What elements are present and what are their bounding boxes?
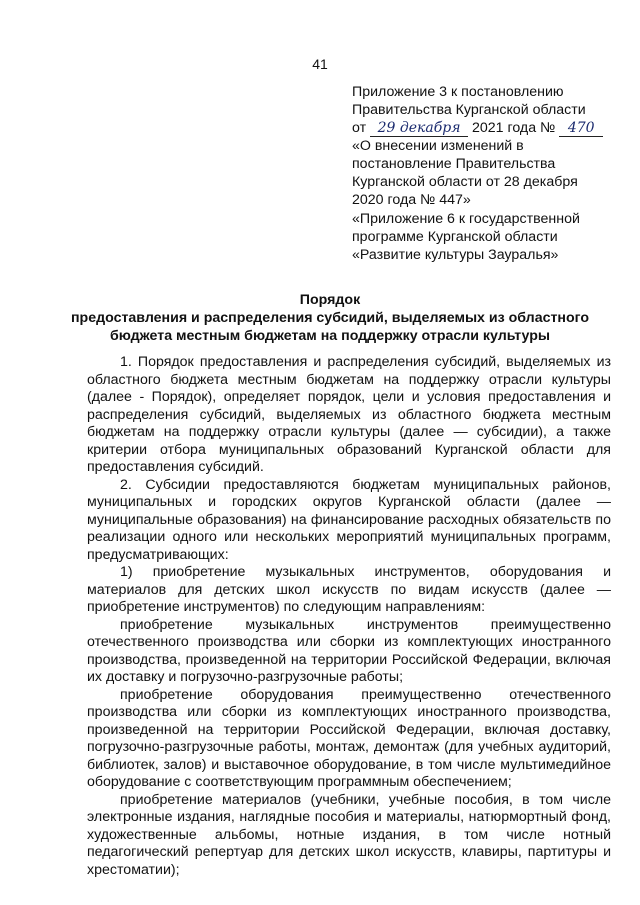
page-number: 41	[312, 56, 328, 72]
body-text	[87, 354, 611, 879]
paragraph-equipment: приобретение оборудования преимущественно отечественного производства или сборки из комплектующих иностранного производства, произведенной на территории Российской Федерации, включая доставку, погрузочно-разгрузочные работы, монтаж, демонтаж (для учебных аудиторий, библиотек, залов) и выставочное оборудование, в том числе мультимедийное оборудование с соответствующим программным обеспечением;	[87, 686, 611, 790]
document-title	[70, 291, 590, 345]
appendix-line: 2020 года № 447»	[352, 192, 471, 208]
appendix-line: Правительства Курганской области	[352, 102, 586, 118]
appendix-header	[352, 83, 622, 209]
program-appendix-line: программе Курганской области	[352, 229, 558, 245]
program-appendix-line: «Развитие культуры Зауралья»	[352, 247, 559, 263]
paragraph-2: 2. Субсидии предоставляются бюджетам муниципальных районов, муниципальных и городских округов Курганской области (далее — муниципальные образования) на финансирование расходных обязательств по реализации одного или нескольких мероприятий муниципальных программ, предусматривающих:	[87, 476, 611, 563]
paragraph-item-1: 1) приобретение музыкальных инструментов, оборудования и материалов для детских школ искусств по видам искусств (далее — приобретение инструментов) по следующим направлениям:	[87, 564, 611, 615]
appendix-line: постановление Правительства	[352, 156, 556, 172]
from-label: от	[352, 120, 367, 136]
appendix-line: «О внесении изменений в	[352, 138, 524, 154]
appendix-line: Приложение 3 к постановлению	[352, 84, 564, 100]
paragraph-materials: приобретение материалов (учебники, учебные пособия, в том числе электронные издания, наглядные пособия и материалы, натюрмортный фонд, художественные альбомы, нотные издания, в том числе нотный педагогический репертуар для детских школ искусств, клавиры, партитуры и хрестоматии);	[87, 791, 611, 878]
program-appendix-header	[352, 210, 622, 264]
handwritten-number: 470	[559, 120, 603, 137]
appendix-date-line	[352, 119, 622, 137]
paragraph-1: 1. Порядок предоставления и распределения субсидий, выделяемых из областного бюджета местным бюджетам на поддержку отрасли культуры (далее - Порядок), определяет порядок, цели и условия предоставления и распределения субсидий, выделяемых из областного бюджета местным бюджетам на поддержку отрасли культуры (далее — субсидии), а также критерии отбора муниципальных образований Курганской области для предоставления субсидий.	[87, 354, 611, 475]
title-line: бюджета местным бюджетам на поддержку отрасли культуры	[109, 328, 551, 344]
year-label: 2021 года №	[471, 120, 556, 136]
appendix-line: Курганской области от 28 декабря	[352, 174, 578, 190]
paragraph-instruments: приобретение музыкальных инструментов преимущественно отечественного производства или сборки из комплектующих иностранного производства, произведенной на территории Российской Федерации, включая их доставку и погрузочно-разгрузочные работы;	[87, 616, 611, 685]
title-line: Порядок	[299, 292, 361, 308]
title-line: предоставления и распределения субсидий, выделяемых из областного	[70, 310, 590, 326]
program-appendix-line: «Приложение 6 к государственной	[352, 211, 580, 227]
handwritten-date: 29 декабря	[370, 120, 468, 137]
